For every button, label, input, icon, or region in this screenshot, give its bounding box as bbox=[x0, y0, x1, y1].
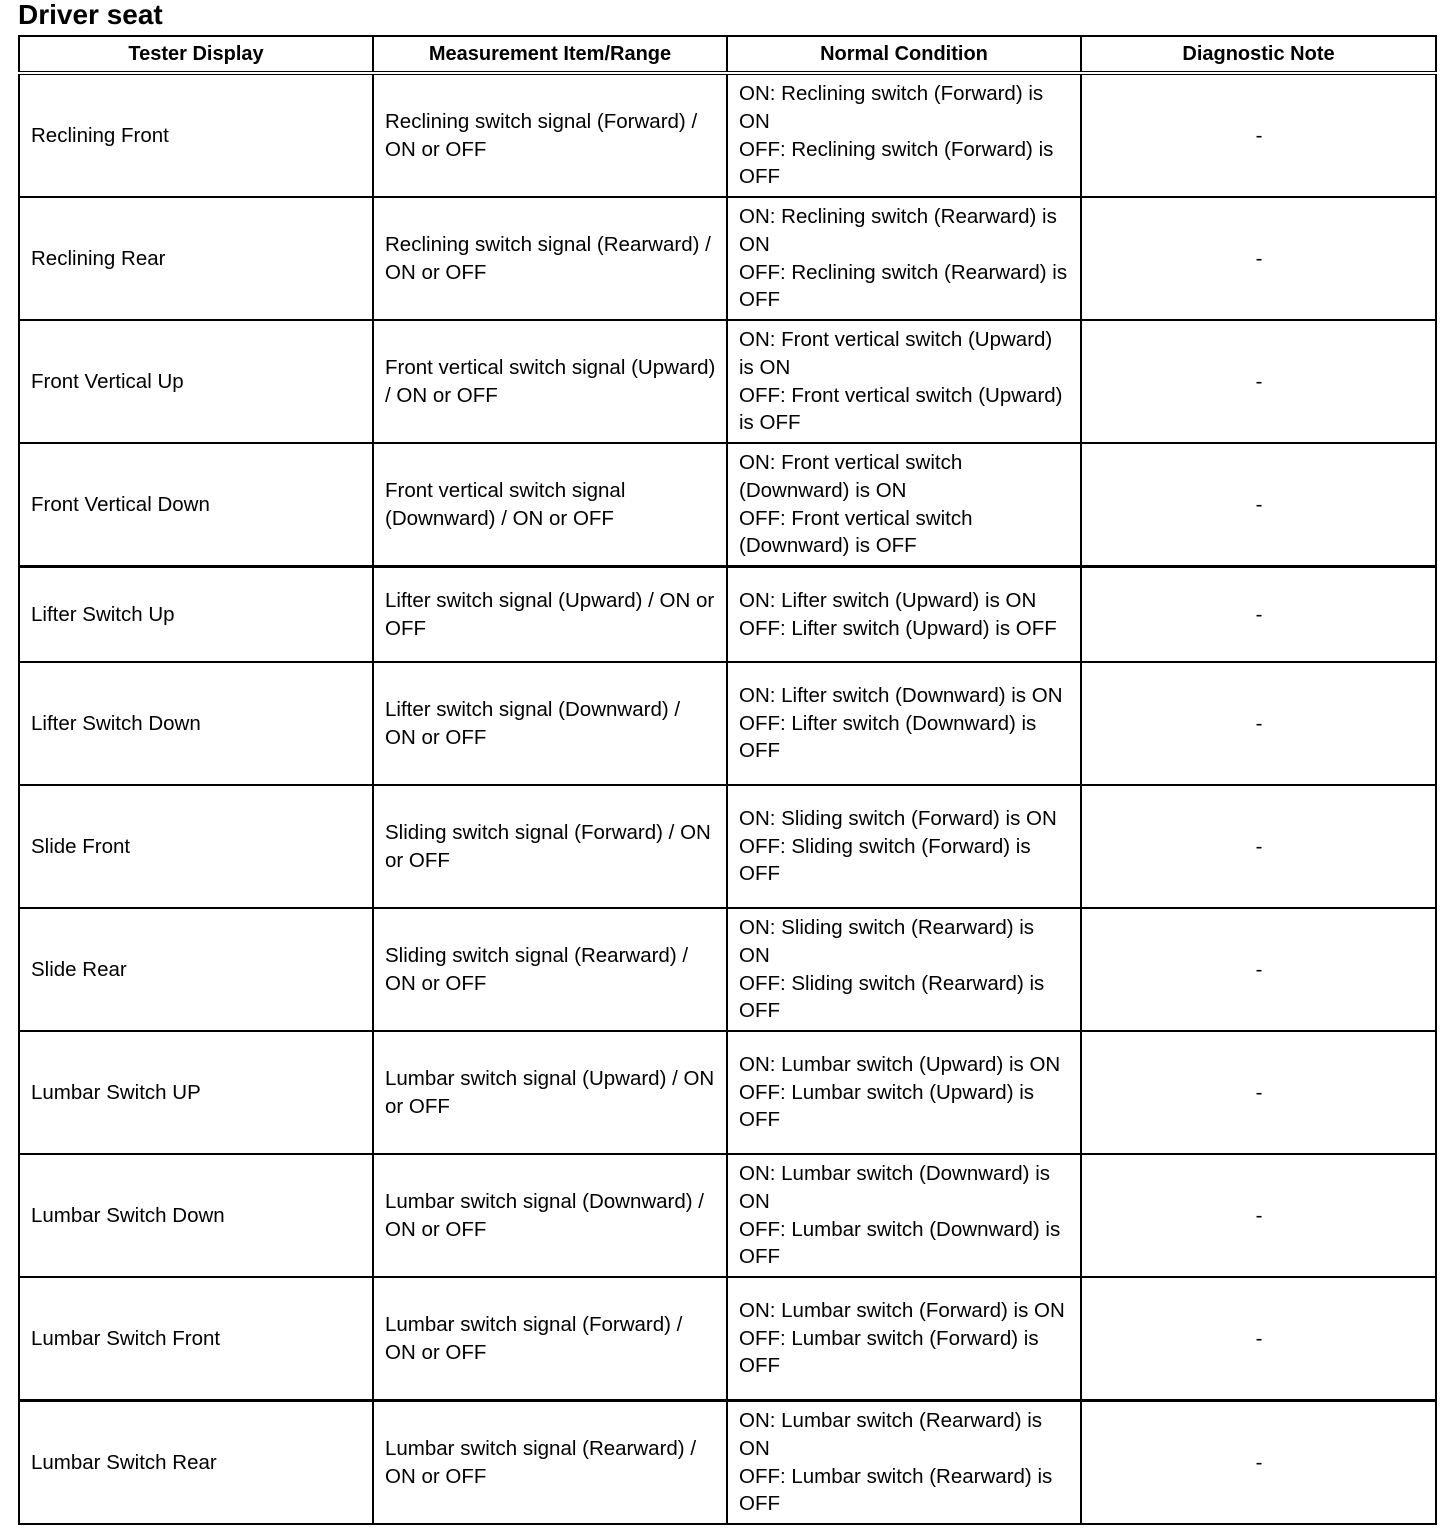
tester-display-cell: Reclining Rear bbox=[19, 197, 373, 320]
table-row bbox=[19, 320, 1436, 443]
normal-on-text: ON: Lumbar switch (Rearward) is ON bbox=[739, 1409, 1043, 1460]
normal-condition-cell bbox=[727, 197, 1081, 320]
tester-display-cell: Lumbar Switch Front bbox=[19, 1277, 373, 1401]
normal-condition-cell bbox=[727, 567, 1081, 663]
diagnostic-note-cell: - bbox=[1081, 567, 1436, 663]
normal-on-text: ON: Reclining switch (Forward) is ON bbox=[739, 82, 1044, 133]
measurement-cell: Reclining switch signal (Forward) / ON or OFF bbox=[373, 73, 727, 197]
diagnostic-note-cell: - bbox=[1081, 73, 1436, 197]
tester-display-cell: Lifter Switch Down bbox=[19, 662, 373, 785]
normal-condition-cell bbox=[727, 785, 1081, 908]
normal-condition-cell bbox=[727, 1401, 1081, 1525]
normal-on-text: ON: Lifter switch (Upward) is ON bbox=[739, 588, 1037, 612]
normal-on-text: ON: Reclining switch (Rearward) is ON bbox=[739, 205, 1057, 256]
diagnostic-note-cell: - bbox=[1081, 443, 1436, 567]
diagnostic-note-cell: - bbox=[1081, 1031, 1436, 1154]
normal-on-text: ON: Front vertical switch (Upward) is ON bbox=[739, 328, 1053, 379]
normal-on-text: ON: Lifter switch (Downward) is ON bbox=[739, 684, 1063, 708]
tester-display-cell: Slide Rear bbox=[19, 908, 373, 1031]
diagnostic-note-cell: - bbox=[1081, 908, 1436, 1031]
normal-off-text: OFF: Lumbar switch (Forward) is OFF bbox=[739, 1326, 1039, 1378]
tester-display-cell: Reclining Front bbox=[19, 73, 373, 197]
column-header-diagnostic-note: Diagnostic Note bbox=[1081, 36, 1436, 73]
tester-display-cell: Slide Front bbox=[19, 785, 373, 908]
table-row bbox=[19, 443, 1436, 567]
normal-off-text: OFF: Lumbar switch (Upward) is OFF bbox=[739, 1080, 1035, 1132]
normal-on-text: ON: Sliding switch (Forward) is ON bbox=[739, 807, 1057, 831]
normal-on-text: ON: Sliding switch (Rearward) is ON bbox=[739, 916, 1035, 967]
header-row bbox=[19, 36, 1436, 73]
normal-condition-cell bbox=[727, 908, 1081, 1031]
tester-display-cell: Lumbar Switch Down bbox=[19, 1154, 373, 1277]
normal-on-text: ON: Lumbar switch (Downward) is ON bbox=[739, 1162, 1050, 1213]
normal-condition-cell bbox=[727, 1031, 1081, 1154]
normal-off-text: OFF: Front vertical switch (Downward) is OFF bbox=[739, 506, 973, 558]
normal-on-text: ON: Front vertical switch (Downward) is ON bbox=[739, 451, 963, 502]
table-row bbox=[19, 1154, 1436, 1277]
measurement-cell: Lumbar switch signal (Forward) / ON or OFF bbox=[373, 1277, 727, 1401]
page-title: Driver seat bbox=[18, 0, 163, 30]
column-header-measurement: Measurement Item/Range bbox=[373, 36, 727, 73]
normal-off-text: OFF: Sliding switch (Forward) is OFF bbox=[739, 834, 1031, 886]
diagnostic-note-cell: - bbox=[1081, 1401, 1436, 1525]
tester-display-cell: Lifter Switch Up bbox=[19, 567, 373, 663]
normal-condition-cell bbox=[727, 1154, 1081, 1277]
measurement-cell: Front vertical switch signal (Upward) / ON or OFF bbox=[373, 320, 727, 443]
table-row bbox=[19, 908, 1436, 1031]
diagnostic-note-cell: - bbox=[1081, 1277, 1436, 1401]
tester-display-cell: Lumbar Switch UP bbox=[19, 1031, 373, 1154]
normal-on-text: ON: Lumbar switch (Upward) is ON bbox=[739, 1053, 1061, 1077]
table-row bbox=[19, 567, 1436, 663]
measurement-cell: Lumbar switch signal (Upward) / ON or OFF bbox=[373, 1031, 727, 1154]
column-header-normal-condition: Normal Condition bbox=[727, 36, 1081, 73]
measurement-cell: Sliding switch signal (Forward) / ON or OFF bbox=[373, 785, 727, 908]
table-row bbox=[19, 1277, 1436, 1401]
normal-condition-cell bbox=[727, 320, 1081, 443]
normal-condition-cell bbox=[727, 1277, 1081, 1401]
diagnostic-note-cell: - bbox=[1081, 785, 1436, 908]
normal-off-text: OFF: Sliding switch (Rearward) is OFF bbox=[739, 971, 1045, 1023]
column-header-tester-display: Tester Display bbox=[19, 36, 373, 73]
diagnostic-note-cell: - bbox=[1081, 1154, 1436, 1277]
diagnostic-note-cell: - bbox=[1081, 320, 1436, 443]
measurement-cell: Lumbar switch signal (Downward) / ON or OFF bbox=[373, 1154, 727, 1277]
measurement-cell: Reclining switch signal (Rearward) / ON or OFF bbox=[373, 197, 727, 320]
normal-off-text: OFF: Lifter switch (Downward) is OFF bbox=[739, 711, 1037, 763]
measurement-cell: Lumbar switch signal (Rearward) / ON or OFF bbox=[373, 1401, 727, 1525]
table-row bbox=[19, 1401, 1436, 1525]
diagnostic-note-cell: - bbox=[1081, 662, 1436, 785]
tester-display-cell: Front Vertical Down bbox=[19, 443, 373, 567]
measurement-cell: Sliding switch signal (Rearward) / ON or OFF bbox=[373, 908, 727, 1031]
normal-off-text: OFF: Front vertical switch (Upward) is OFF bbox=[739, 383, 1063, 435]
normal-off-text: OFF: Reclining switch (Rearward) is OFF bbox=[739, 260, 1068, 312]
normal-condition-cell bbox=[727, 73, 1081, 197]
tester-display-cell: Front Vertical Up bbox=[19, 320, 373, 443]
normal-off-text: OFF: Lifter switch (Upward) is OFF bbox=[739, 616, 1057, 640]
tester-display-cell: Lumbar Switch Rear bbox=[19, 1401, 373, 1525]
diagnostic-note-cell: - bbox=[1081, 197, 1436, 320]
table-row bbox=[19, 73, 1436, 197]
table-row bbox=[19, 662, 1436, 785]
table-row bbox=[19, 197, 1436, 320]
normal-off-text: OFF: Lumbar switch (Downward) is OFF bbox=[739, 1217, 1061, 1269]
normal-condition-cell bbox=[727, 443, 1081, 567]
table-row bbox=[19, 1031, 1436, 1154]
normal-off-text: OFF: Lumbar switch (Rearward) is OFF bbox=[739, 1464, 1053, 1516]
table-row bbox=[19, 785, 1436, 908]
measurement-cell: Front vertical switch signal (Downward) / ON or OFF bbox=[373, 443, 727, 567]
normal-condition-cell bbox=[727, 662, 1081, 785]
data-list-table bbox=[18, 35, 1437, 1525]
measurement-cell: Lifter switch signal (Downward) / ON or OFF bbox=[373, 662, 727, 785]
normal-on-text: ON: Lumbar switch (Forward) is ON bbox=[739, 1299, 1065, 1323]
normal-off-text: OFF: Reclining switch (Forward) is OFF bbox=[739, 137, 1054, 189]
measurement-cell: Lifter switch signal (Upward) / ON or OFF bbox=[373, 567, 727, 663]
